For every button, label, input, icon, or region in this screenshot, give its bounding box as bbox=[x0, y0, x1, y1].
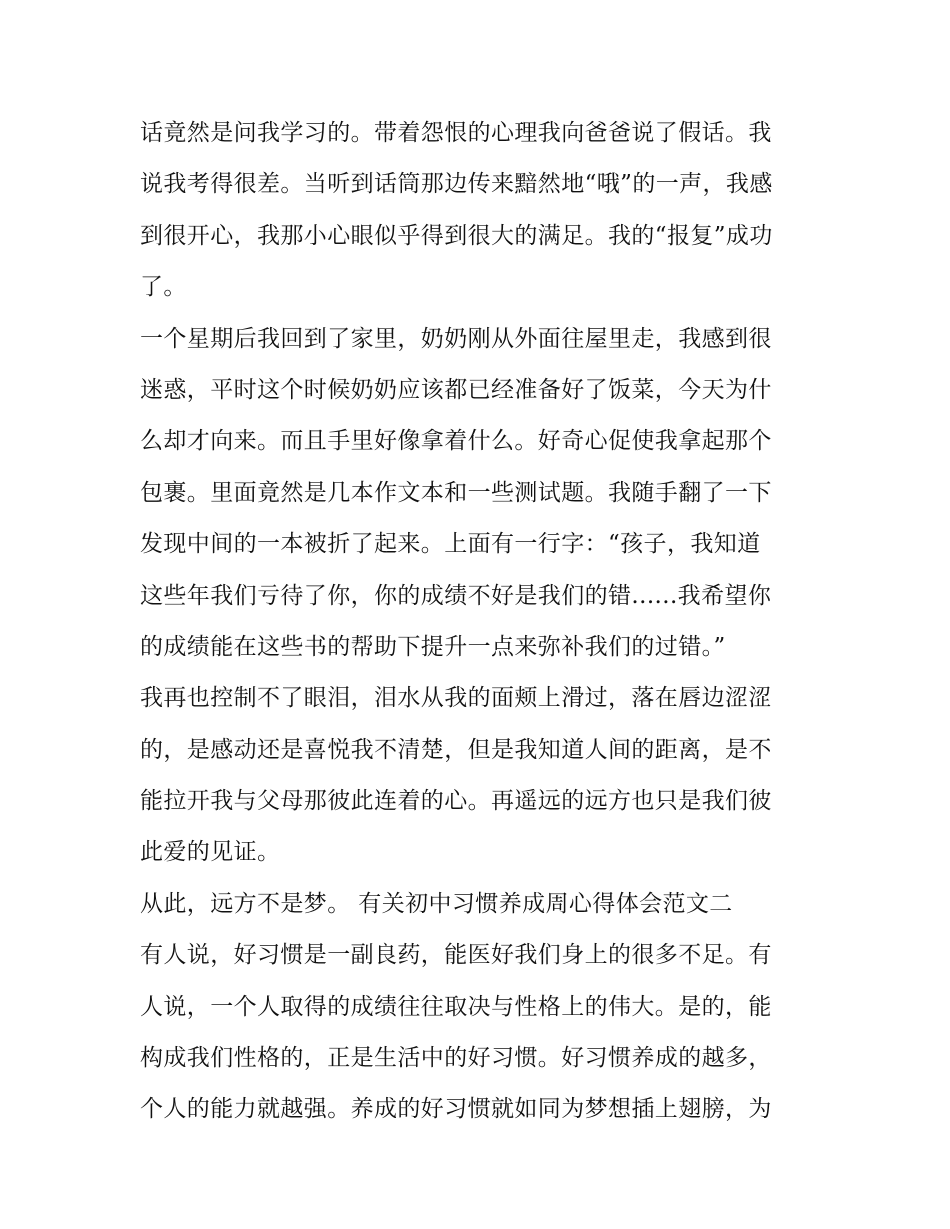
text-line: 说我考得很差。当听到话筒那边传来黯然地“哦”的一声，我感 bbox=[140, 171, 773, 198]
text-line: 从此，远方不是梦。 有关初中习惯养成周心得体会范文二 bbox=[140, 890, 733, 917]
text-line: 话竟然是问我学习的。带着怨恨的心理我向爸爸说了假话。我 bbox=[140, 120, 772, 146]
text-line: 么却才向来。而且手里好像拿着什么。好奇心促使我拿起那个 bbox=[140, 428, 772, 455]
text-line: 的成绩能在这些书的帮助下提升一点来弥补我们的过错。” bbox=[140, 633, 726, 660]
text-line: 构成我们性格的，正是生活中的好习惯。好习惯养成的越多， bbox=[140, 1045, 772, 1072]
text-line: 有人说，好习惯是一副良药，能医好我们身上的很多不足。有 bbox=[140, 942, 772, 969]
text-line: 的，是感动还是喜悦我不清楚，但是我知道人间的距离，是不 bbox=[140, 736, 772, 763]
text-line: 能拉开我与父母那彼此连着的心。再遥远的远方也只是我们彼 bbox=[140, 788, 772, 815]
text-line: 发现中间的一本被折了起来。上面有一行字：“孩子，我知道 bbox=[140, 531, 761, 558]
body-text bbox=[140, 108, 820, 1136]
text-line: 迷惑，平时这个时候奶奶应该都已经准备好了饭菜，今天为什 bbox=[140, 376, 772, 403]
text-line: 了。 bbox=[140, 274, 187, 301]
text-line: 此爱的见证。 bbox=[140, 839, 281, 866]
text-line: 到很开心，我那小心眼似乎得到很大的满足。我的“报复”成功 bbox=[140, 222, 773, 249]
text-line: 这些年我们亏待了你，你的成绩不好是我们的错......我希望你 bbox=[140, 582, 772, 609]
text-line: 我再也控制不了眼泪，泪水从我的面颊上滑过，落在唇边涩涩 bbox=[140, 685, 772, 712]
text-line: 包裹。里面竟然是几本作文本和一些测试题。我随手翻了一下 bbox=[140, 479, 772, 506]
text-line: 一个星期后我回到了家里，奶奶刚从外面往屋里走，我感到很 bbox=[140, 325, 772, 352]
text-line: 个人的能力就越强。养成的好习惯就如同为梦想插上翅膀，为 bbox=[140, 1096, 772, 1123]
text-line: 人说，一个人取得的成绩往往取决与性格上的伟大。是的，能 bbox=[140, 993, 772, 1020]
